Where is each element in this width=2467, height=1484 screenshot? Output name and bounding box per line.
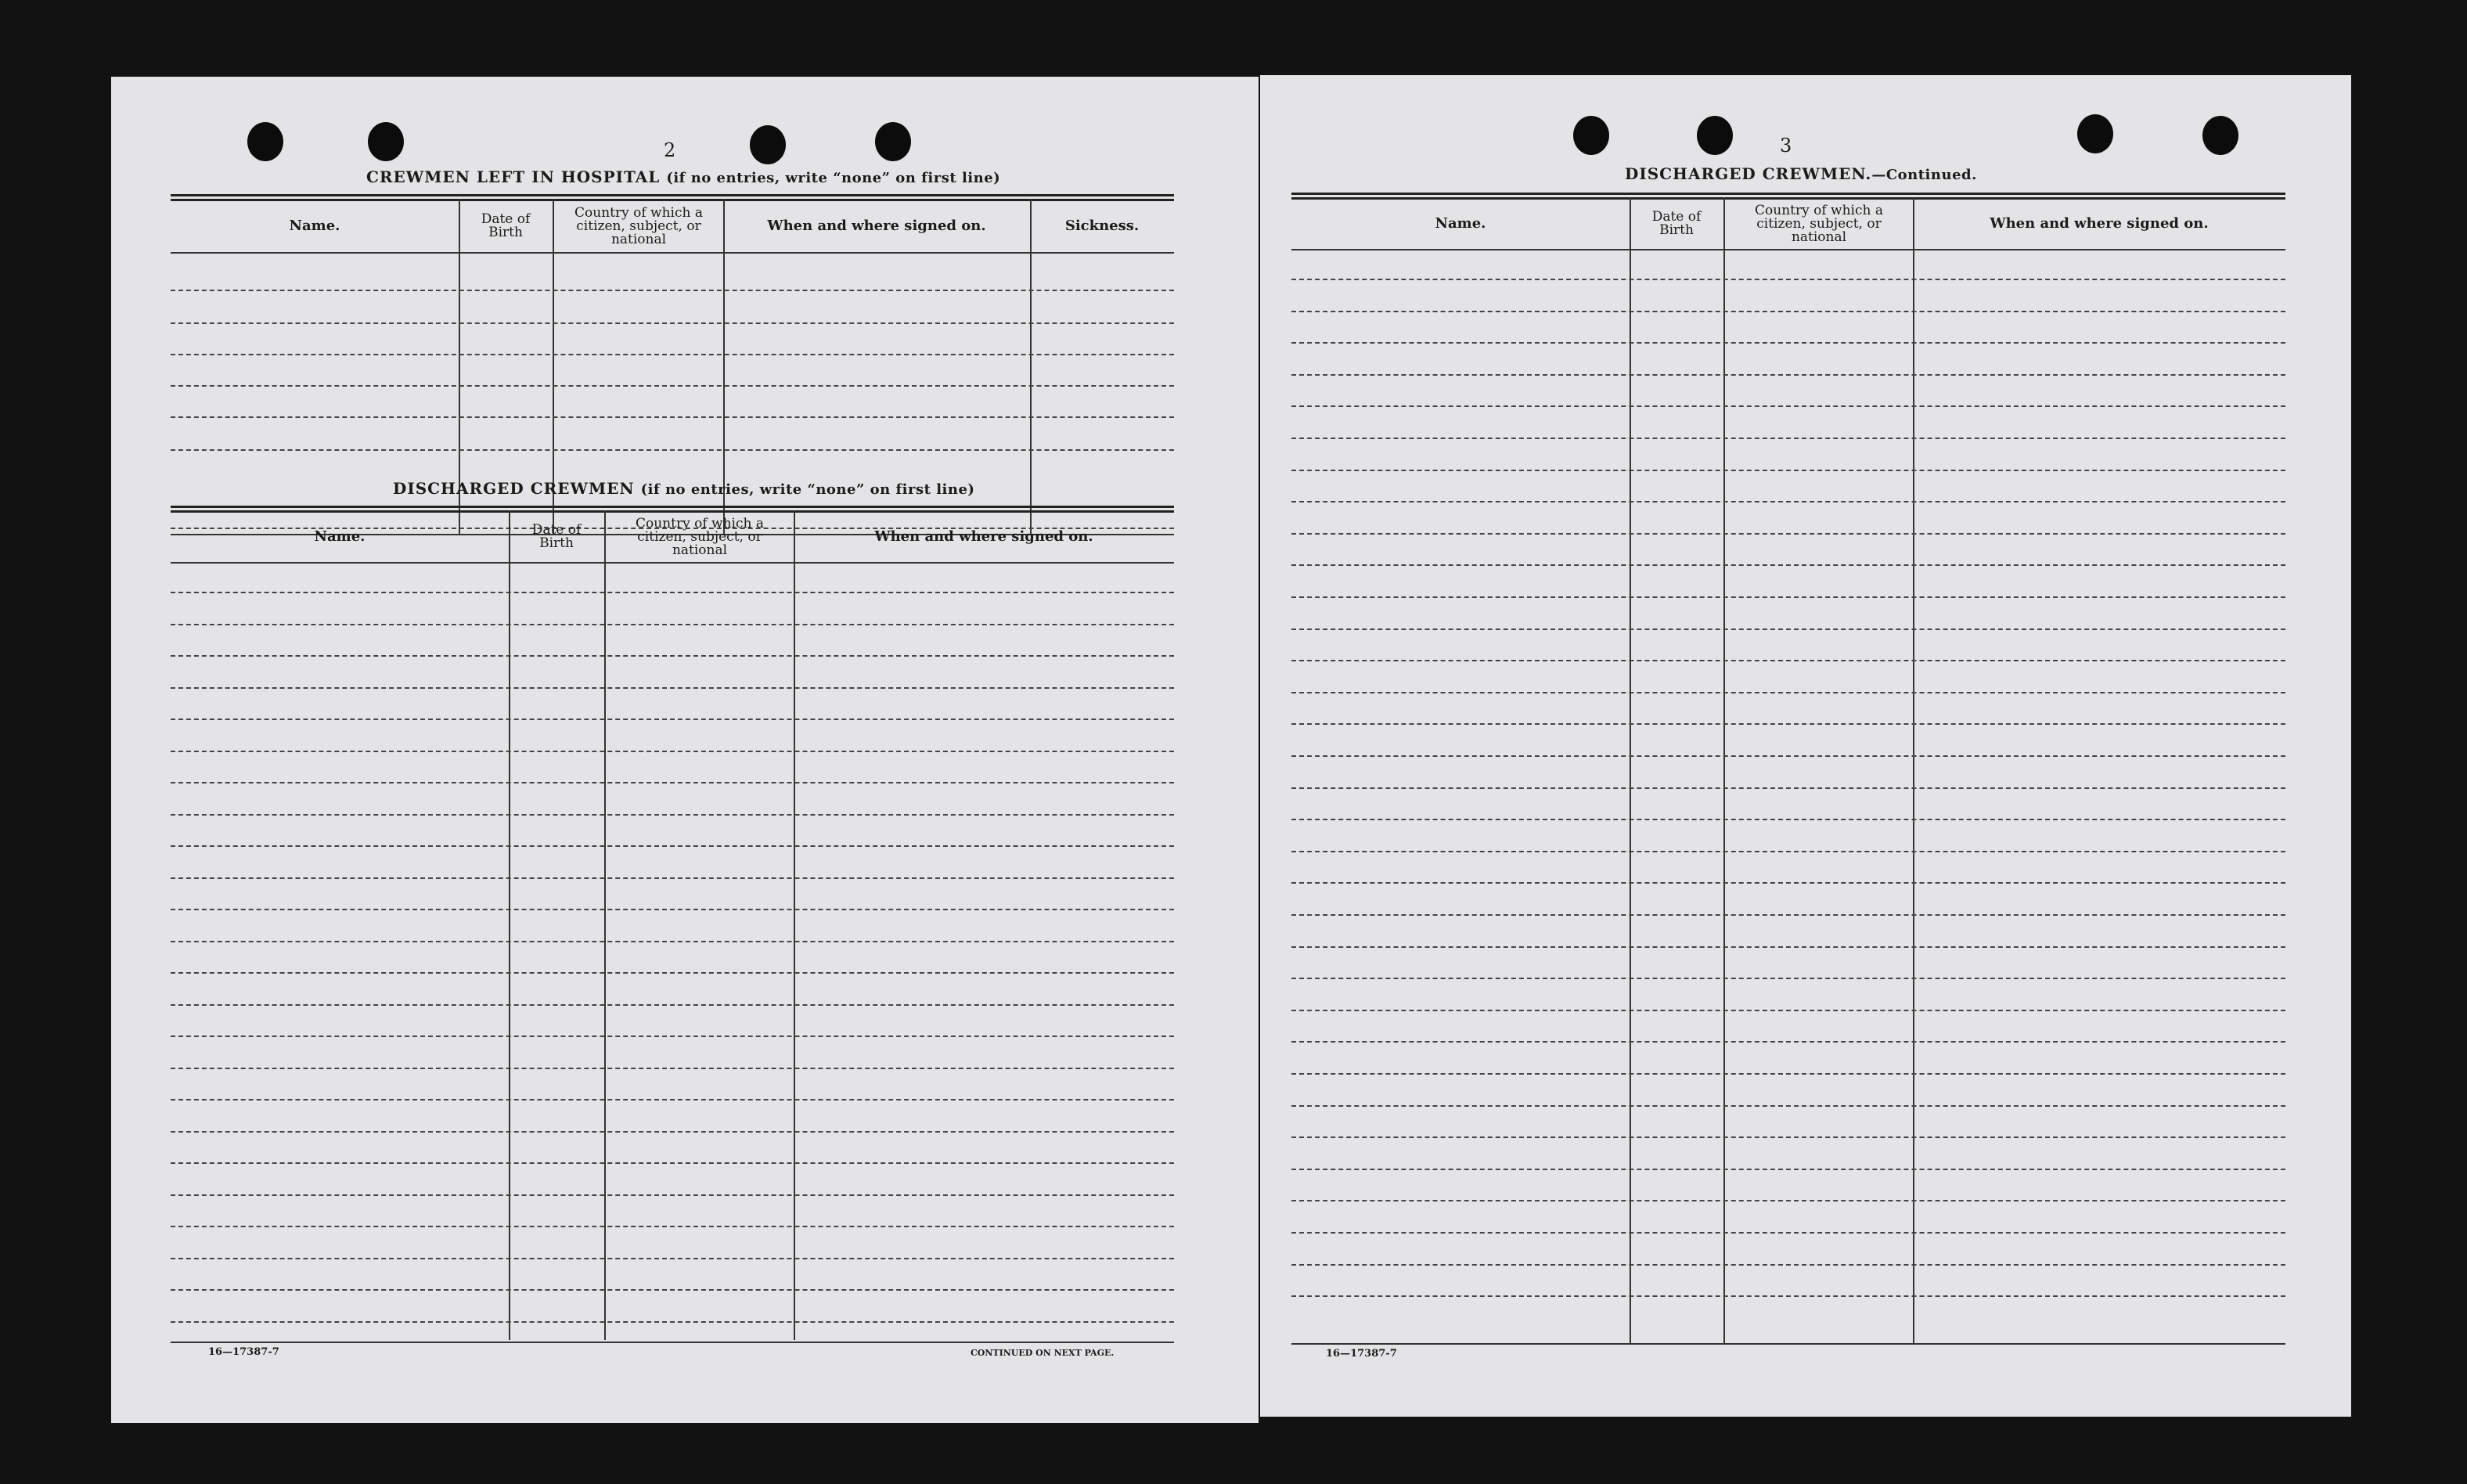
entry-line (1291, 342, 2285, 344)
column-header-name: Name. (314, 528, 366, 545)
entry-line (1291, 374, 2285, 376)
entry-line (171, 1131, 1174, 1133)
discharged-continued-text: DISCHARGED CREWMEN. (1625, 164, 1872, 183)
column-header-date-of-birth: Date of Birth (531, 522, 582, 551)
column-header-when-where: When and where signed on. (1990, 215, 2209, 232)
column-header-name: Name. (1435, 215, 1486, 232)
entry-line (1291, 1232, 2285, 1234)
entry-line (171, 719, 1174, 720)
entry-line (1291, 1073, 2285, 1075)
entry-line (1291, 438, 2285, 439)
entry-line (1291, 501, 2285, 502)
punch-hole (875, 122, 911, 161)
column-divider (1630, 197, 1631, 1343)
header-bottom-rule (171, 252, 1174, 254)
column-divider (1913, 197, 1914, 1343)
form-code: 16—17387-7 (208, 1346, 279, 1358)
punch-hole (247, 122, 283, 161)
entry-line (1291, 1136, 2285, 1138)
entry-line (1291, 1169, 2285, 1170)
entry-line (1291, 279, 2285, 280)
entry-line (171, 1068, 1174, 1069)
table-top-rule (1291, 193, 2285, 195)
entry-line (171, 290, 1174, 291)
entry-line (171, 354, 1174, 355)
column-header-name: Name. (289, 218, 340, 234)
entry-line (1291, 819, 2285, 820)
page-number: 3 (1780, 135, 1792, 157)
entry-line (171, 1162, 1174, 1164)
entry-line (1291, 946, 2285, 948)
entry-line (1291, 755, 2285, 757)
entry-line (1291, 564, 2285, 566)
discharged-continued-title (1625, 164, 1977, 183)
punch-hole (750, 125, 786, 164)
discharged-continued-table (1291, 193, 2285, 1345)
entry-line (1291, 1295, 2285, 1297)
punch-hole (368, 122, 404, 161)
column-divider (794, 510, 795, 1340)
entry-line (1291, 1264, 2285, 1266)
entry-line (1291, 533, 2285, 535)
entry-line (1291, 787, 2285, 789)
entry-line (1291, 914, 2285, 916)
punch-hole (1697, 116, 1733, 155)
table-bottom-rule (1291, 1343, 2285, 1345)
entry-line (171, 845, 1174, 847)
entry-line (1291, 1010, 2285, 1011)
page-number: 2 (664, 139, 676, 161)
column-header-date-of-birth: Date of Birth (1651, 209, 1702, 238)
entry-line (171, 1289, 1174, 1291)
column-header-date-of-birth: Date of Birth (481, 211, 531, 240)
entry-line (171, 385, 1174, 387)
form-page-left (111, 77, 1259, 1423)
entry-line (1291, 1041, 2285, 1043)
continued-note: CONTINUED ON NEXT PAGE. (971, 1348, 1115, 1358)
entry-line (171, 972, 1174, 974)
form-code: 16—17387-7 (1326, 1348, 1397, 1360)
column-divider (509, 510, 510, 1340)
entry-line (1291, 1105, 2285, 1107)
column-header-country: Country of which a citizen, subject, or national (1755, 202, 1883, 245)
entry-line (171, 941, 1174, 942)
form-page-right (1260, 75, 2351, 1417)
entry-line (171, 782, 1174, 783)
entry-line (171, 751, 1174, 752)
entry-line (1291, 723, 2285, 725)
entry-line (171, 624, 1174, 625)
column-divider (1723, 197, 1725, 1343)
entry-line (1291, 692, 2285, 693)
entry-line (171, 1004, 1174, 1006)
column-header-sickness: Sickness. (1064, 218, 1140, 234)
entry-line (171, 1036, 1174, 1037)
hospital-title-text: CREWMEN LEFT IN HOSPITAL (366, 167, 661, 186)
punch-hole (2077, 114, 2113, 153)
entry-line (1291, 1200, 2285, 1201)
entry-line (171, 416, 1174, 418)
entry-line (1291, 470, 2285, 471)
entry-line (1291, 851, 2285, 852)
entry-line (171, 1226, 1174, 1227)
entry-line (171, 1321, 1174, 1323)
punch-hole (1573, 116, 1609, 155)
column-header-country: Country of which a citizen, subject, or national (574, 204, 703, 247)
entry-line (1291, 882, 2285, 884)
entry-line (1291, 660, 2285, 661)
entry-line (1291, 405, 2285, 407)
column-divider (604, 510, 606, 1340)
entry-line (1291, 596, 2285, 598)
hospital-section-title (366, 167, 1000, 186)
entry-line (1291, 311, 2285, 312)
entry-line (1291, 629, 2285, 630)
discharged-section-title (393, 479, 974, 498)
table-bottom-rule (171, 1342, 1174, 1343)
column-header-country: Country of which a citizen, subject, or national (636, 515, 764, 558)
table-top-rule (171, 194, 1174, 196)
entry-line (171, 687, 1174, 689)
table-top-rule (171, 506, 1174, 508)
hospital-title-note: (if no entries, write “none” on first line) (666, 170, 1001, 186)
entry-line (171, 1258, 1174, 1259)
discharged-title-note: (if no entries, write “none” on first line) (640, 481, 975, 498)
discharged-title-text: DISCHARGED CREWMEN (393, 479, 635, 498)
entry-line (171, 814, 1174, 816)
column-header-when-where: When and where signed on. (874, 528, 1093, 545)
entry-line (171, 592, 1174, 593)
column-header-when-where: When and where signed on. (767, 218, 986, 234)
entry-line (1291, 978, 2285, 979)
header-bottom-rule (171, 562, 1174, 564)
discharged-table (171, 506, 1174, 1343)
discharged-continued-note: —Continued. (1871, 167, 1977, 183)
punch-hole (2202, 116, 2238, 155)
entry-line (171, 1194, 1174, 1196)
entry-line (171, 877, 1174, 879)
entry-line (171, 322, 1174, 324)
header-bottom-rule (1291, 249, 2285, 250)
entry-line (171, 449, 1174, 451)
entry-line (171, 655, 1174, 657)
entry-line (171, 909, 1174, 910)
entry-line (171, 1099, 1174, 1100)
